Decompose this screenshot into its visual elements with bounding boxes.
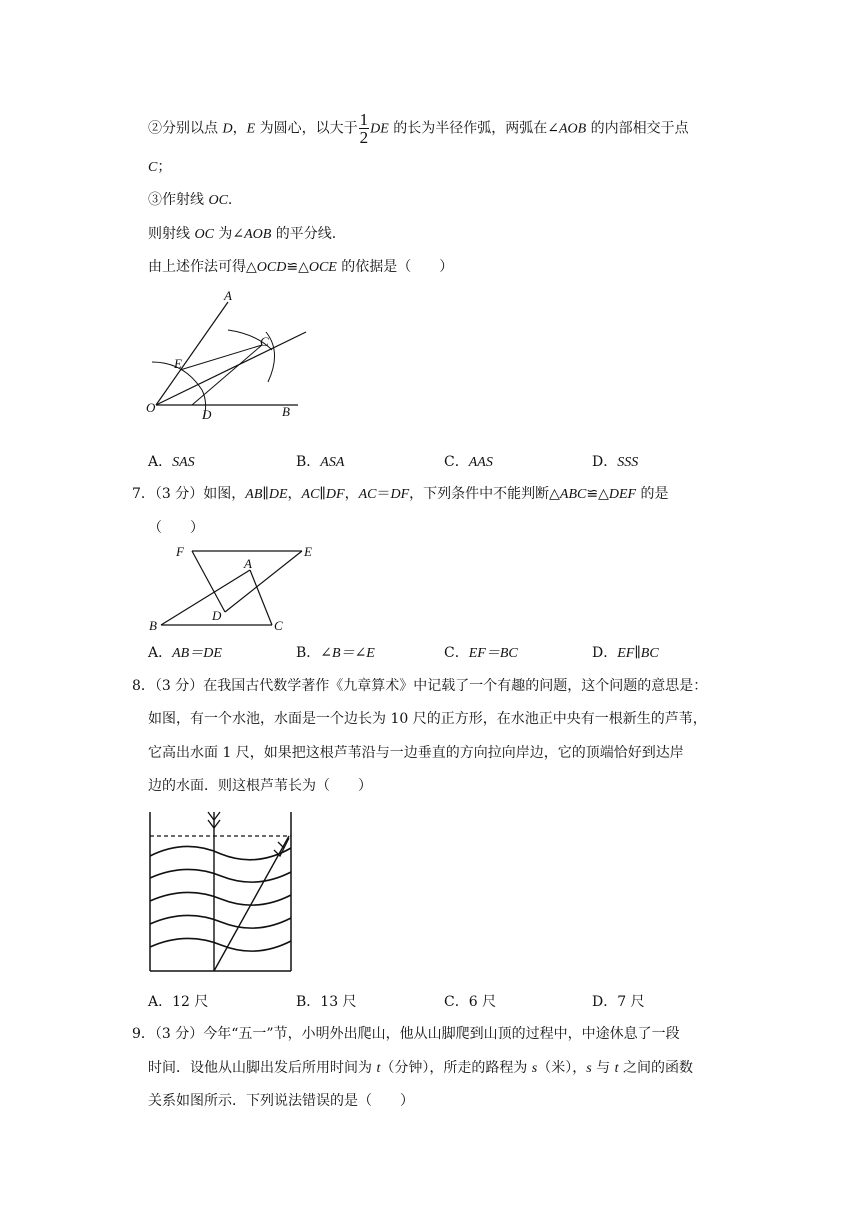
answer-blank: （ ）: [148, 520, 204, 536]
var-c: C: [148, 160, 158, 175]
label-d: D: [202, 407, 212, 422]
option-text: 13 尺: [320, 994, 357, 1010]
wave-1: [150, 846, 291, 859]
congruent-symbol: ≌△: [586, 486, 609, 502]
option-letter: D．: [592, 454, 618, 470]
q8-option-a[interactable]: [148, 991, 208, 1011]
q6-option-c[interactable]: [444, 451, 493, 471]
var-oce: OCE: [308, 260, 337, 275]
var-e: E: [246, 121, 256, 137]
q8-line-4: 边的水面．则这根芦苇长为（ ）: [148, 778, 372, 794]
side-ac: [250, 570, 272, 625]
conclusion-line: [148, 224, 336, 245]
fraction-one-half: [359, 111, 370, 146]
comma: ，: [232, 120, 247, 137]
q7-score: （3 分）如图，: [154, 486, 246, 502]
option-letter: B．: [296, 994, 321, 1010]
step2-line: [148, 111, 689, 146]
fraction-denominator: 2: [359, 128, 369, 147]
reed-pond-figure: [146, 808, 296, 974]
q7-option-b[interactable]: [296, 642, 375, 662]
option-letter: C．: [444, 454, 469, 470]
q8-line-3: 它高出水面 1 尺，如果把这根芦苇沿与一边垂直的方向拉向岸边，它的顶端恰好到达岸: [148, 745, 684, 761]
var-s: s: [586, 1061, 592, 1076]
step2-end: 的内部相交于点: [586, 120, 689, 137]
q9-line-1: 9．（3 分）今年“五一”节，小明外出爬山，他从山脚爬到山顶的过程中，中途休息了一段: [132, 1026, 680, 1042]
var-ab: AB: [245, 487, 263, 502]
option-text: AAS: [468, 455, 493, 470]
label-e: E: [304, 544, 312, 559]
option-letter: B．: [296, 645, 321, 661]
q9-text: 时间．设他从山脚出发后所用时间为: [148, 1060, 377, 1076]
label-b: B: [282, 404, 290, 419]
angle-bisector-figure: [140, 290, 320, 425]
option-letter: C．: [444, 994, 469, 1010]
label-e: E: [174, 356, 182, 371]
step2-prefix: ②分别以点: [148, 120, 223, 137]
conclusion-mid: 为∠: [213, 226, 245, 242]
q9-line-2: [148, 1058, 693, 1079]
var-t: t: [614, 1061, 619, 1076]
var-de: DE: [268, 487, 288, 502]
q7-end: 的是: [636, 486, 669, 502]
q6-prefix: 由上述作法可得△: [148, 259, 257, 275]
wave-3: [150, 892, 291, 905]
two-triangles-figure: [146, 542, 326, 634]
option-text: EF∥BC: [617, 646, 659, 661]
q9-text: 与: [591, 1060, 615, 1076]
option-letter: C．: [444, 645, 469, 661]
label-a: A: [224, 288, 232, 303]
option-text: 12 尺: [172, 994, 209, 1010]
option-letter: B．: [296, 454, 321, 470]
q8-line-2: 如图，有一个水池，水面是一个边长为 10 尺的正方形，在水池正中央有一根新生的芦苇，: [148, 711, 707, 727]
conclusion-end: 的平分线.: [271, 226, 337, 242]
q9-line-3: 关系如图所示．下列说法错误的是（ ）: [148, 1093, 414, 1109]
parallel-symbol: ∥: [262, 486, 269, 502]
var-oc: OC: [208, 193, 228, 208]
fraction-numerator: 1: [359, 110, 369, 129]
equals-symbol: ＝: [376, 486, 391, 502]
q7-line: [132, 484, 669, 505]
q9-text: 之间的函数: [618, 1060, 693, 1076]
option-text: SAS: [172, 455, 195, 470]
option-text: EF＝BC: [468, 646, 518, 661]
option-letter: A．: [148, 645, 173, 661]
option-letter: A．: [148, 454, 173, 470]
option-letter: A．: [148, 994, 173, 1010]
option-text: ASA: [320, 455, 345, 470]
step2-after: 的长为半径作弧，两弧在∠: [388, 120, 559, 137]
label-a: A: [244, 556, 252, 571]
var-ocd: OCD: [256, 260, 287, 275]
wave-4: [150, 915, 291, 928]
var-df: DF: [390, 487, 410, 502]
var-aob: AOB: [244, 227, 272, 242]
option-text: 6 尺: [468, 994, 497, 1010]
q7-blank-line: [148, 518, 204, 538]
step3-prefix: ③作射线: [148, 192, 209, 208]
conclusion-prefix: 则射线: [148, 226, 195, 242]
q9-text: （分钟），所走的路程为: [380, 1060, 532, 1076]
q6-option-b[interactable]: [296, 451, 344, 471]
congruent-symbol: ≌△: [286, 259, 309, 275]
semicolon: ；: [157, 159, 172, 175]
step2-line-2: [148, 157, 171, 178]
comma: ，: [287, 486, 302, 502]
option-text: AB＝DE: [172, 646, 222, 661]
q6-option-d[interactable]: [592, 451, 638, 471]
q8-option-d[interactable]: [592, 991, 645, 1011]
q7-option-c[interactable]: [444, 642, 518, 662]
var-def: DEF: [608, 487, 637, 502]
option-text: 7 尺: [617, 994, 645, 1010]
option-letter: D．: [592, 994, 618, 1010]
q7-rest: ，下列条件中不能判断△: [409, 486, 560, 502]
q6-question-line: [148, 257, 453, 278]
label-d: D: [212, 608, 222, 623]
q8-line-1: 8．（3 分）在我国古代数学著作《九章算术》中记载了一个有趣的问题，这个问题的意思是：: [132, 678, 708, 694]
label-c: C: [274, 618, 283, 633]
var-s: s: [531, 1061, 538, 1076]
option-text: SSS: [617, 455, 639, 470]
var-aob: AOB: [558, 121, 587, 137]
question-number: 7．: [132, 486, 155, 502]
parallel-symbol: ∥: [319, 486, 326, 502]
q8-option-b[interactable]: [296, 991, 357, 1011]
var-abc: ABC: [559, 487, 587, 502]
var-df: DF: [325, 487, 345, 502]
var-t: t: [376, 1061, 381, 1076]
segment-dc: [192, 345, 262, 405]
label-c: C: [260, 334, 269, 349]
period: .: [227, 192, 233, 208]
q6-end: 的依据是（ ）: [336, 259, 454, 275]
var-de: DE: [370, 121, 389, 137]
option-text: ∠B＝∠E: [320, 646, 375, 661]
q9-text: （米），: [537, 1060, 587, 1076]
var-ac: AC: [358, 487, 377, 502]
var-ac: AC: [301, 487, 320, 502]
var-d: D: [222, 121, 233, 137]
side-ba: [161, 570, 250, 625]
label-f: F: [176, 544, 184, 559]
q7-option-d[interactable]: [592, 642, 659, 662]
var-oc: OC: [194, 227, 214, 242]
option-letter: D．: [592, 645, 618, 661]
label-b: B: [149, 618, 157, 633]
label-o: O: [146, 400, 156, 415]
wave-5: [150, 938, 291, 951]
q6-option-a[interactable]: [148, 451, 195, 471]
segment-ec: [180, 345, 262, 370]
q7-option-a[interactable]: [148, 642, 222, 662]
comma: ，: [344, 486, 359, 502]
q8-option-c[interactable]: [444, 991, 496, 1011]
ray-oa: [156, 302, 228, 405]
step2-mid: 为圆心，以大于: [255, 120, 358, 137]
step3-line: [148, 190, 232, 211]
